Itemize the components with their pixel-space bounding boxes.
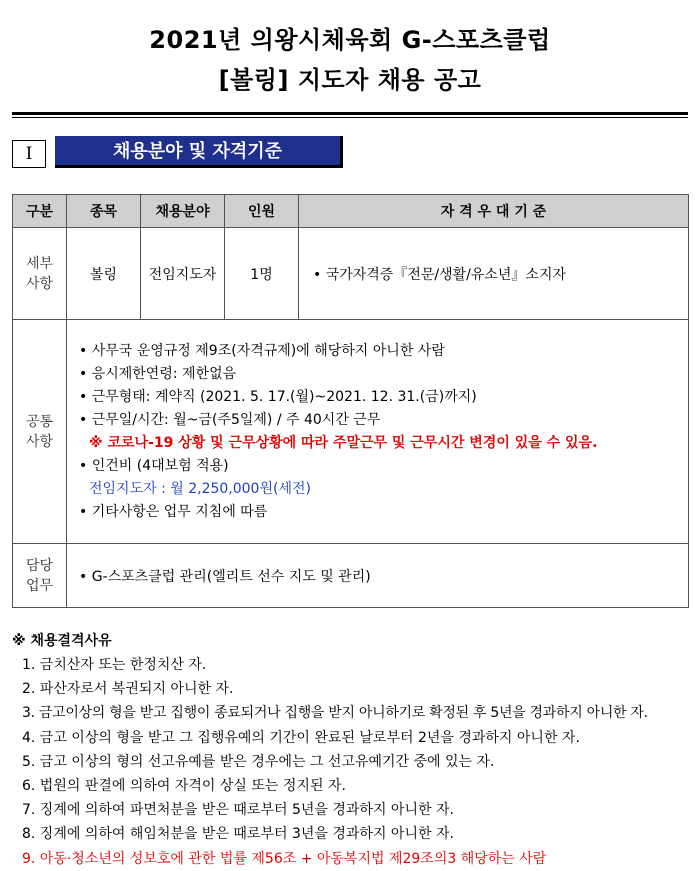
table-row-duty bbox=[13, 544, 689, 608]
header-field: 채용분야 bbox=[141, 195, 225, 228]
header-rule-thick bbox=[12, 112, 688, 115]
list-item: 3. 금고이상의 형을 받고 집행이 종료되거나 집행을 받지 아니하기로 확정된 후 5년을 경과하지 아니한 자. bbox=[22, 705, 648, 722]
table-row-common bbox=[13, 320, 689, 544]
header-sport: 종목 bbox=[67, 195, 141, 228]
common-line: • 인건비 (4대보험 적용) bbox=[79, 457, 229, 474]
common-line: • 기타사항은 업무 지침에 따름 bbox=[79, 503, 268, 520]
table-header-row bbox=[13, 195, 689, 228]
duty-text: • G-스포츠클럽 관리(엘리트 선수 지도 및 관리) bbox=[67, 544, 689, 608]
common-line: • 근무일/시간: 월~금(주5일제) / 주 40시간 근무 bbox=[79, 411, 381, 428]
list-item: 8. 징계에 의하여 해임처분을 받은 때로부터 3년을 경과하지 아니한 자. bbox=[22, 826, 454, 843]
section-number: I bbox=[12, 140, 46, 168]
disqualification-heading: ※ 채용결격사유 bbox=[12, 633, 112, 649]
common-requirements bbox=[67, 320, 689, 544]
header-rule-thin bbox=[12, 117, 688, 118]
recruitment-table bbox=[12, 194, 689, 608]
title-line-1: 2021년 의왕시체육회 G-스포츠클럽 bbox=[149, 26, 551, 54]
list-item: 2. 파산자로서 복권되지 아니한 자. bbox=[22, 681, 234, 698]
list-item: 4. 금고 이상의 형을 받고 그 집행유예의 기간이 완료된 날로부터 2년을 경과하지 아니한 자. bbox=[22, 729, 580, 746]
header-category: 구분 bbox=[13, 195, 67, 228]
row-label-common bbox=[13, 320, 67, 544]
header-criteria: 자 격 우 대 기 준 bbox=[299, 195, 689, 228]
label-text: 공통 사항 bbox=[25, 413, 54, 450]
common-line: • 응시제한연령: 제한없음 bbox=[79, 365, 237, 382]
cell-field: 전임지도자 bbox=[141, 228, 225, 320]
table-row-detail bbox=[13, 228, 689, 320]
title-line-2: [볼링] 지도자 채용 공고 bbox=[218, 66, 482, 94]
pay-detail: 전임지도자 : 월 2,250,000원(세전) bbox=[89, 480, 311, 497]
list-item: 9. 아동·청소년의 성보호에 관한 법률 제56조 + 아동복지법 제29조의3 해당하는 사람 bbox=[22, 850, 547, 867]
row-label-duty bbox=[13, 544, 67, 608]
label-text: 담당 업무 bbox=[25, 557, 54, 594]
list-item: 1. 금치산자 또는 한정치산 자. bbox=[22, 657, 207, 673]
section-title: 채용분야 및 자격기준 bbox=[55, 136, 343, 168]
cell-criteria: • 국가자격증『전문/생활/유소년』소지자 bbox=[299, 228, 689, 320]
disqualification-list bbox=[22, 653, 692, 871]
common-line: • 근무형태: 계약직 (2021. 5. 17.(월)~2021. 12. 31.(금)까지) bbox=[79, 388, 477, 405]
cell-sport: 볼링 bbox=[67, 228, 141, 320]
label-text: 세부 사항 bbox=[25, 255, 54, 292]
warning-note: ※ 코로나-19 상황 및 근무상황에 따라 주말근무 및 근무시간 변경이 있을 수 있음. bbox=[89, 434, 598, 451]
cell-count: 1명 bbox=[225, 228, 299, 320]
common-line: • 사무국 운영규정 제9조(자격규제)에 해당하지 아니한 사람 bbox=[79, 342, 445, 359]
list-item: 7. 징계에 의하여 파면처분을 받은 때로부터 5년을 경과하지 아니한 자. bbox=[22, 802, 454, 819]
header-count: 인원 bbox=[225, 195, 299, 228]
list-item: 6. 법원의 판결에 의하여 자격이 상실 또는 정지된 자. bbox=[22, 778, 346, 795]
list-item: 5. 금고 이상의 형의 선고유예를 받은 경우에는 그 선고유예기간 중에 있는 자. bbox=[22, 753, 495, 770]
row-label-detail bbox=[13, 228, 67, 320]
